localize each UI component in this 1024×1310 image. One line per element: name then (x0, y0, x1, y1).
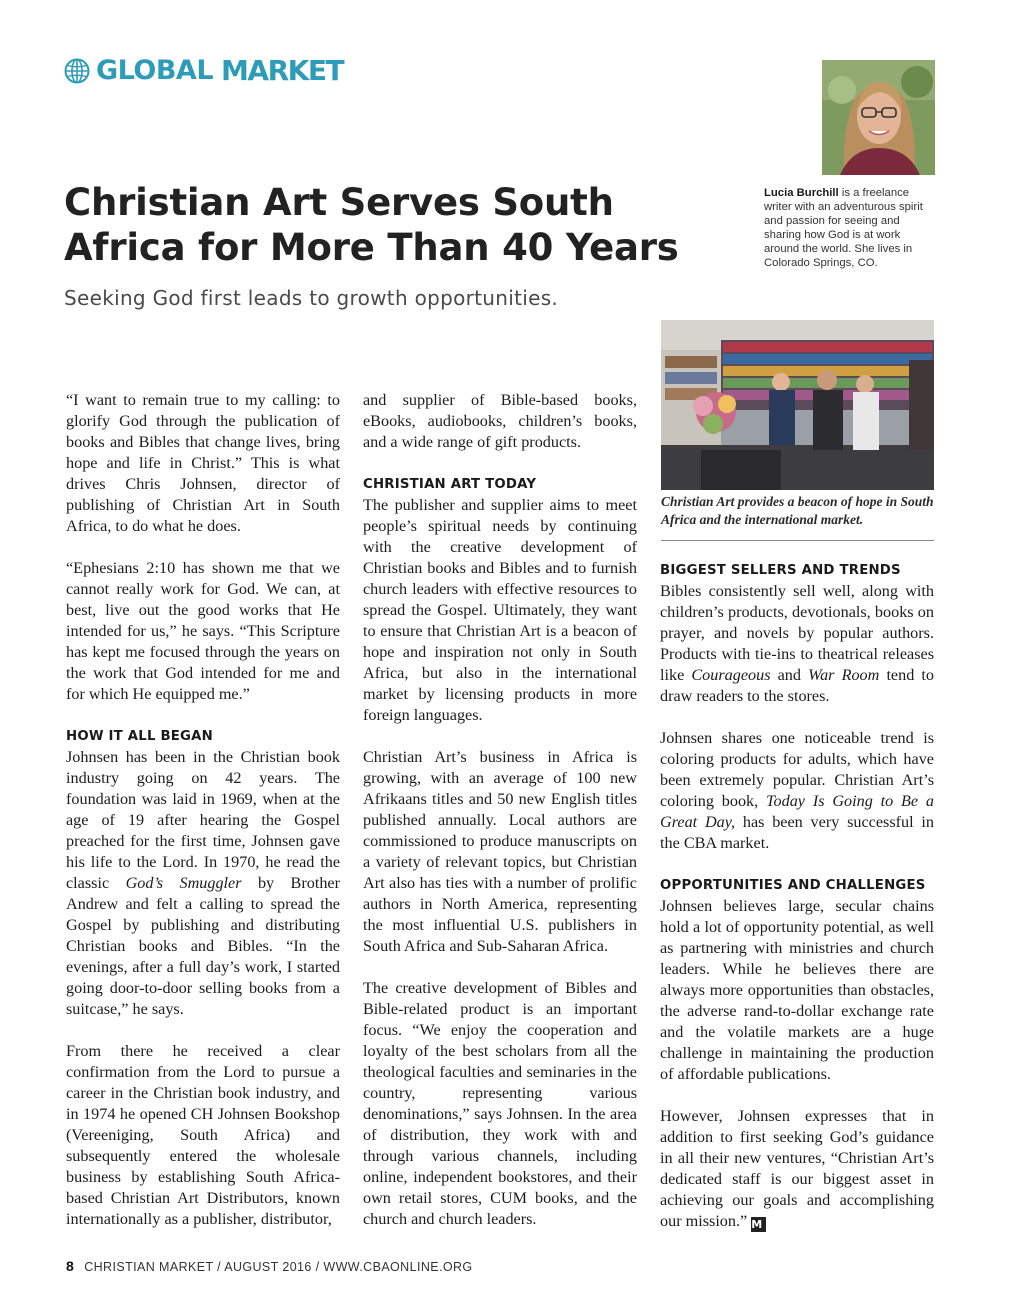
paragraph: “I want to remain true to my calling: to glorify God through the publication of books and Bibles that change lives, bring hope and life in Christ.” This is what drives Chris Johnsen, director of publishing of Christian Art in South Africa, to do what he does. (66, 391, 340, 535)
paragraph: From there he received a clear confirmation from the Lord to pursue a career in the Christian book industry, and in 1974 he opened CH Johnsen Bookshop (Vereeniging, South Africa) and subsequently entered the wholesale business by establishing South Africa-based Christian Art Distributors, known internationally as a publisher, distributor, (66, 1042, 340, 1228)
paragraph (660, 728, 934, 854)
paragraph-text: and (770, 666, 809, 684)
author-photo (822, 60, 935, 175)
paragraph-text: Johnsen has been in the Christian book industry going on 42 years. The foundation was laid in 1969, when at the age of 19 after hearing the Gospel preached for the first time, Johnsen gave his life to the Lord. In 1970, he read the classic (66, 748, 340, 892)
paragraph (660, 581, 934, 707)
paragraph: Johnsen believes large, secular chains hold a lot of opportunity potential, as well as partnering with ministries and church leaders. While he believes there are always more opportunities than obstacles, the adverse rand-to-dollar exchange rate and the volatile markets are a huge challenge in maintaining the production of affordable publications. (660, 897, 934, 1083)
footer-text: CHRISTIAN MARKET / AUGUST 2016 / WWW.CBAONLINE.ORG (84, 1260, 473, 1274)
heading-opportunities: OPPORTUNITIES AND CHALLENGES (660, 878, 926, 893)
paragraph-text: tend to draw readers to the stores. (660, 666, 934, 705)
end-mark-icon: M (751, 1217, 766, 1232)
section-word-global: GLOBAL (96, 55, 214, 86)
paragraph (660, 1106, 934, 1232)
film-title: War Room (808, 666, 880, 684)
paragraph: The publisher and supplier aims to meet people’s spiritual needs by continuing with the creative development of Christian books and Bibles and to furnish church leaders with effective resources to spread the Gospel. Ultimately, they want to ensure that Christian Art is a beacon of hope and inspiration not only in South Africa, but also in the international market by licensing products in more foreign languages. (363, 496, 637, 724)
author-name: Lucia Burchill (764, 187, 839, 199)
article-column-2 (363, 390, 637, 1230)
paragraph: Christian Art’s business in Africa is growing, with an average of 100 new Afrikaans titles and 50 new English titles published annually. Local authors are commissioned to produce manuscripts on a variety of relevant topics, but Christian Art also has ties with a number of prolific authors in North America, representing the most influential U.S. publishers in South Africa and Sub-Saharan Africa. (363, 748, 637, 955)
page-number: 8 (66, 1258, 75, 1274)
paragraph: “Ephesians 2:10 has shown me that we cannot really work for God. We can, at best, live out the good works that He intended for us,” he says. “This Scripture has kept me focused through the years on the work that God intended for me and for which He equipped me.” (66, 559, 340, 703)
store-photo (661, 320, 934, 490)
paragraph-text: has been very successful in the CBA market. (660, 813, 934, 852)
paragraph-text: Bibles consistently sell well, along with children’s products, devotionals, books on prayer, and novels by popular authors. Products with tie-ins to theatrical releases like (660, 582, 934, 684)
page-footer (66, 1258, 473, 1275)
article-subtitle: Seeking God first leads to growth opportunities. (64, 286, 559, 310)
film-title: Courageous (691, 666, 771, 684)
paragraph-text: However, Johnsen expresses that in addition to first seeking God’s guidance in all their new ventures, “Christian Art’s dedicated staff is our biggest asset in achieving our goals and accomplishing our mission.” (660, 1107, 934, 1230)
book-title: Today Is Going to Be a Great Day, (660, 792, 934, 831)
caption-divider (661, 540, 934, 541)
paragraph: The creative development of Bibles and Bible-related product is an important focus. “We enjoy the cooperation and loyalty of the best scholars from all the theological faculties and seminaries in the country, representing various denominations,” says Johnsen. In the area of distribution, they work with and through various channels, including online, independent bookstores, and their own retail stores, CUM books, and the church and church leaders. (363, 979, 637, 1228)
author-bio-text: is a freelance writer with an adventurous spirit and passion for seeing and sharing how God is at work around the world. She lives in Colorado Springs, CO. (764, 187, 923, 269)
book-title: God’s Smuggler (125, 874, 242, 892)
paragraph-text: Johnsen shares one noticeable trend is coloring products for adults, which have been extremely popular. Christian Art’s coloring book, (660, 729, 934, 810)
paragraph (66, 747, 340, 1020)
section-word-market: MARKET (221, 54, 344, 87)
paragraph: and supplier of Bible-based books, eBooks, audiobooks, children’s books, and a wide range of gift products. (363, 391, 637, 451)
photo-caption: Christian Art provides a beacon of hope in South Africa and the international market. (661, 494, 934, 527)
article-column-1 (66, 390, 340, 1230)
paragraph-text: by Brother Andrew and felt a calling to spread the Gospel by publishing and distributing Christian books and Bibles. “In the evenings, after a full day’s work, I started going door-to-door selling books from a suitcase,” he says. (66, 874, 341, 1018)
heading-biggest-sellers: BIGGEST SELLERS AND TRENDS (660, 563, 901, 578)
section-header (64, 56, 343, 86)
article-title: Christian Art Serves South Africa for More Than 40 Years (64, 181, 679, 269)
article-column-3 (660, 560, 934, 1232)
globe-icon (64, 58, 90, 84)
heading-christian-art-today: CHRISTIAN ART TODAY (363, 477, 537, 492)
heading-how-it-all-began: HOW IT ALL BEGAN (66, 729, 213, 744)
author-bio (764, 186, 936, 270)
